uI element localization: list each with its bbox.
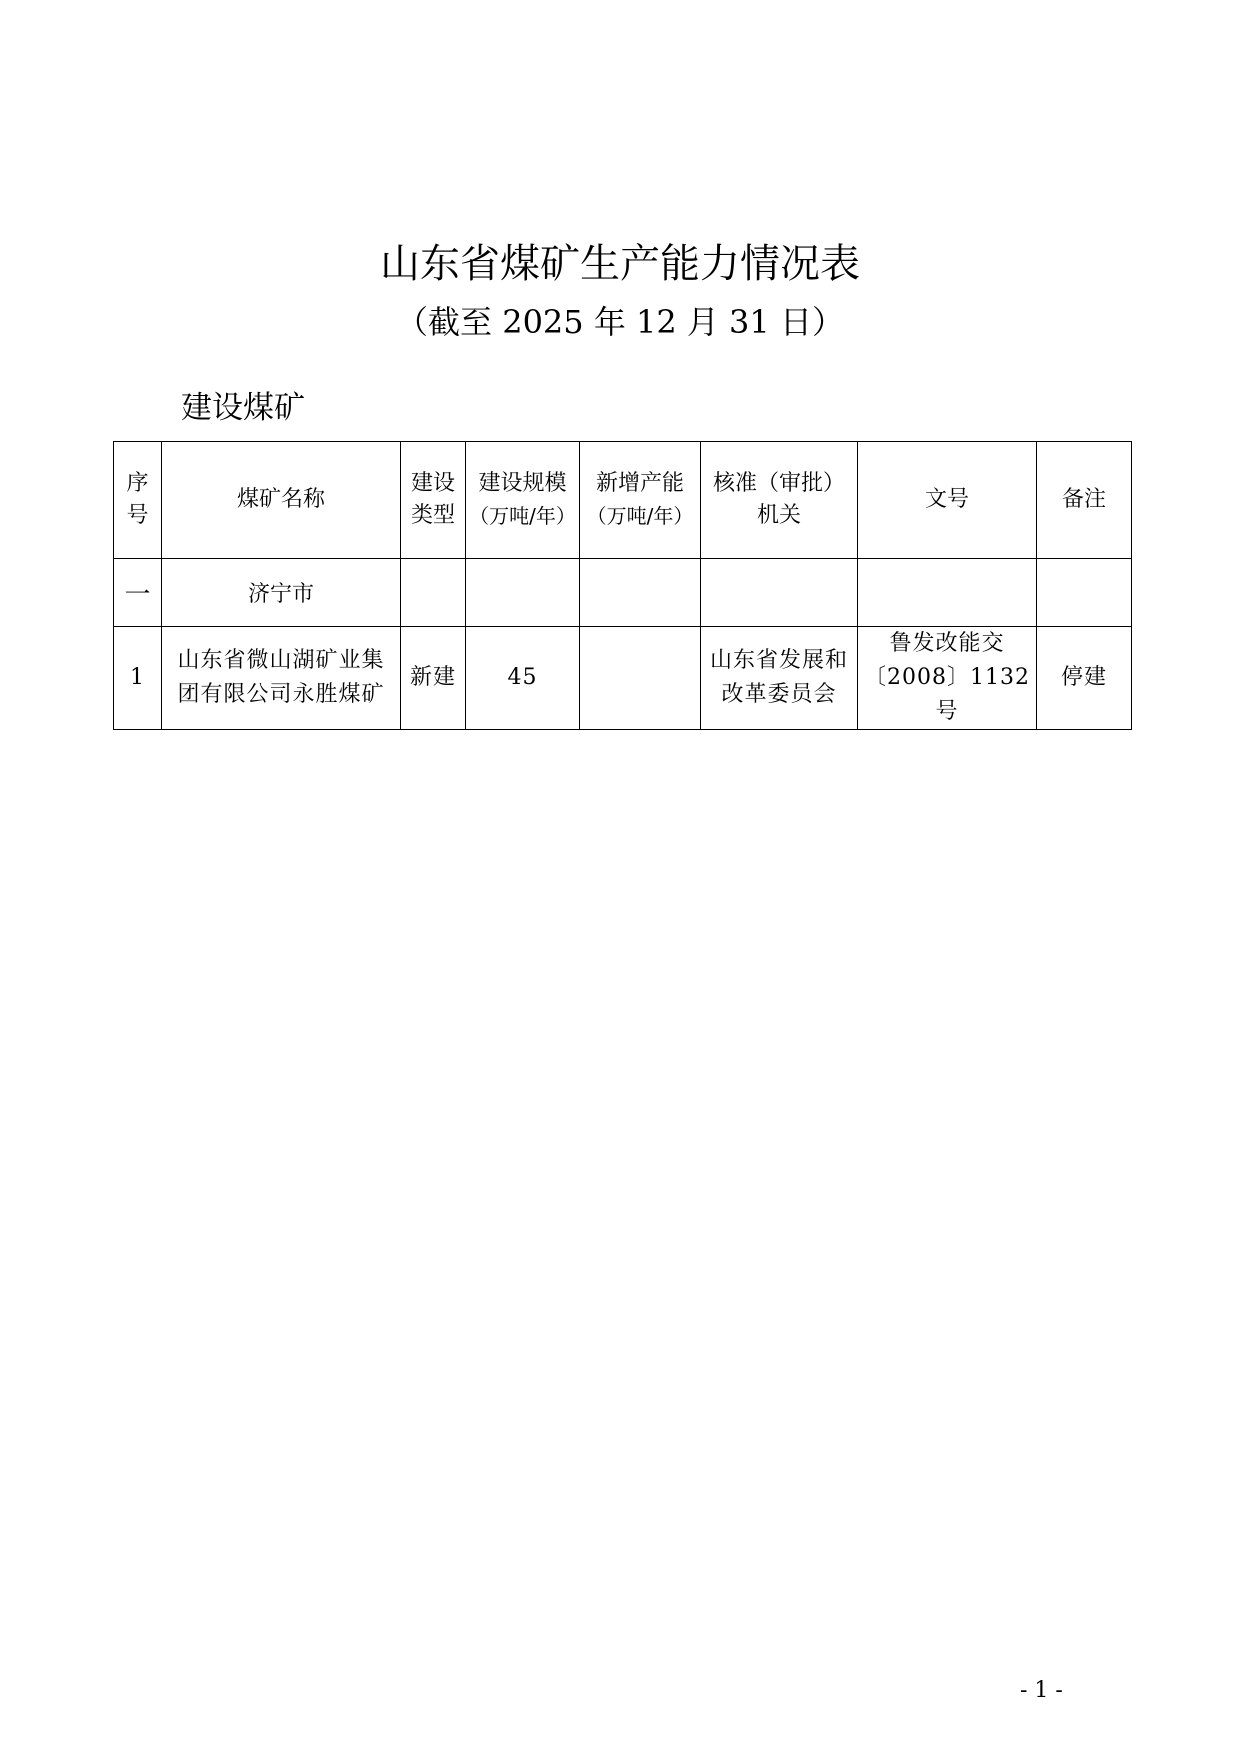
empty-cell <box>858 559 1037 627</box>
header-authority: 核准（审批） 机关 <box>701 442 858 559</box>
header-doc-number: 文号 <box>858 442 1037 559</box>
approval-authority: 山东省发展和 改革委员会 <box>701 627 858 730</box>
document-number: 鲁发改能交 〔2008〕1132 号 <box>858 627 1037 730</box>
table-header-row <box>114 442 1132 559</box>
empty-cell <box>1037 559 1132 627</box>
construction-type: 新建 <box>401 627 466 730</box>
header-name: 煤矿名称 <box>162 442 401 559</box>
table-row <box>114 627 1132 730</box>
group-name: 济宁市 <box>162 559 401 627</box>
construction-scale: 45 <box>466 627 580 730</box>
document-title: 山东省煤矿生产能力情况表 <box>380 241 860 287</box>
document-subtitle: （截至 2025 年 12 月 31 日） <box>396 303 844 341</box>
coal-mine-table <box>113 441 1132 730</box>
empty-cell <box>466 559 580 627</box>
row-index: 1 <box>114 627 162 730</box>
group-index: 一 <box>114 559 162 627</box>
group-row <box>114 559 1132 627</box>
header-scale: 建设规模 （万吨/年） <box>466 442 580 559</box>
header-type: 建设 类型 <box>401 442 466 559</box>
empty-cell <box>401 559 466 627</box>
section-title: 建设煤矿 <box>181 390 305 426</box>
header-remark: 备注 <box>1037 442 1132 559</box>
remark: 停建 <box>1037 627 1132 730</box>
empty-cell <box>701 559 858 627</box>
added-capacity <box>580 627 701 730</box>
mine-name: 山东省微山湖矿业集 团有限公司永胜煤矿 <box>162 627 401 730</box>
empty-cell <box>580 559 701 627</box>
header-index: 序 号 <box>114 442 162 559</box>
page-number: - 1 - <box>1020 1678 1063 1703</box>
header-added-capacity: 新增产能 （万吨/年） <box>580 442 701 559</box>
